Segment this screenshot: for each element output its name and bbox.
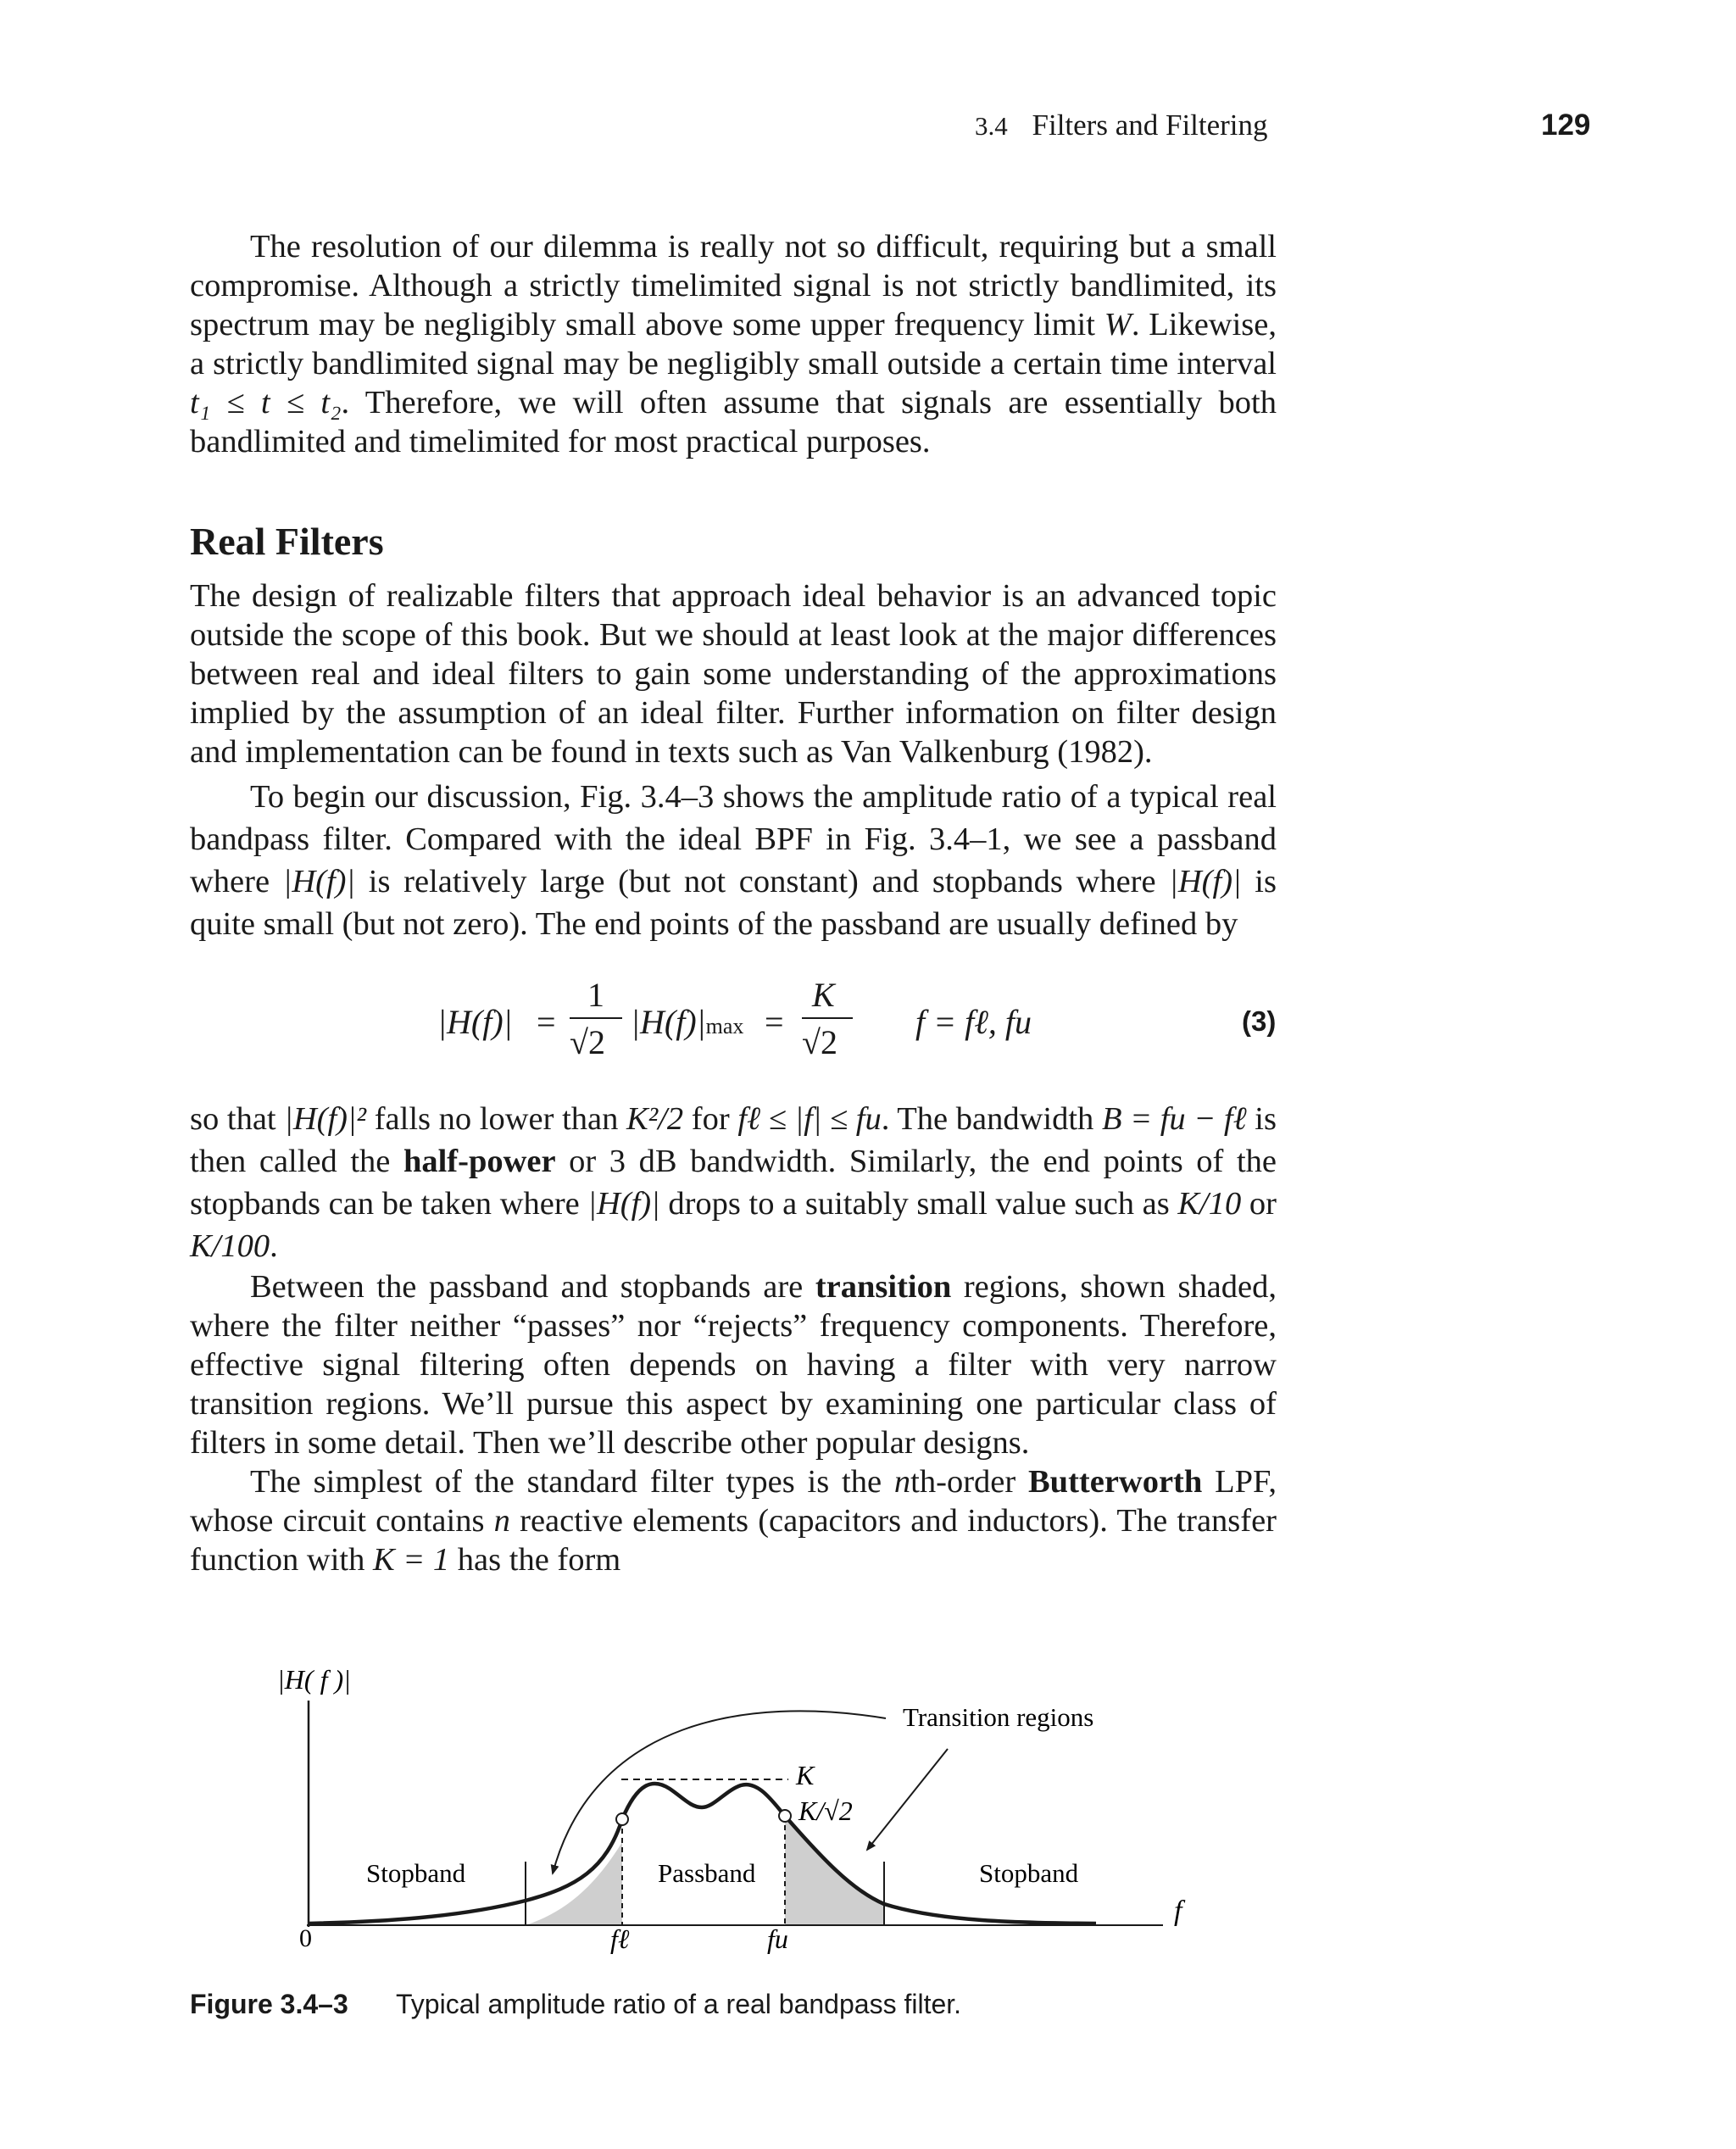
- f-upper-label: fu: [767, 1924, 788, 1954]
- figure-label: Figure 3.4–3: [190, 1989, 348, 2019]
- symbol-w: W: [1104, 307, 1132, 342]
- page-number: 129: [1541, 109, 1591, 142]
- eq-max-term: |H(f)|max: [631, 1003, 744, 1041]
- paragraph-6: The simplest of the standard filter types is the nth-order Butterworth LPF, whose circuit contains n reactive elements (capacitors and inductors). The transfer function with K = 1 has the form: [190, 1464, 1277, 1578]
- eq-equals-1: =: [537, 1003, 556, 1041]
- paragraph-5: Between the passband and stopbands are transition regions, shown shaded, where the filter neither “passes” nor “rejects” frequency components. Therefore, effective signal filtering often depends on having a filter with very narrow transition regions. We’ll pursue this aspect by examining one particular class of filters in some detail. Then we’ll describe other popular designs.: [190, 1269, 1277, 1461]
- origin-label: 0: [299, 1924, 312, 1952]
- stopband-right-label: Stopband: [979, 1858, 1079, 1888]
- f-lower-label: fℓ: [610, 1924, 630, 1954]
- term-butterworth: Butterworth: [1028, 1464, 1203, 1500]
- magnitude-h: |H(f)|: [282, 864, 356, 899]
- stopband-left-label: Stopband: [366, 1858, 466, 1888]
- figure-caption: Typical amplitude ratio of a real bandpass filter.: [396, 1989, 962, 2019]
- k-root2-label: K/√2: [798, 1795, 853, 1826]
- x-axis-label: f: [1174, 1896, 1182, 1927]
- half-power-point-lower: [616, 1813, 628, 1825]
- eq-frac1-numerator: 1: [587, 976, 604, 1014]
- time-interval: t₁ ≤ t ≤ t₂: [190, 385, 342, 420]
- paragraph-4: so that |H(f)|² falls no lower than K²/2 for fℓ ≤ |f| ≤ fu. The bandwidth B = fu − fℓ is then called the half-power or 3 dB bandwidth. Similarly, the end points of the stopbands can be taken where |H(f)| drops to a suitably small value such as K/10 or K/100.: [190, 1101, 1277, 1264]
- paragraph-3: To begin our discussion, Fig. 3.4–3 shows the amplitude ratio of a typical real bandpass filter. Compared with the ideal BPF in Fig. 3.4–1, we see a passband where |H(f)| is relatively large (but not constant) and stopbands where |H(f)| is quite small (but not zero). The end points of the passband are usually defined by: [190, 779, 1277, 942]
- half-power-point-upper: [779, 1810, 791, 1822]
- section-heading: Real Filters: [190, 520, 384, 563]
- eq-frac2-numerator: K: [812, 976, 835, 1014]
- paragraph-2: The design of realizable filters that approach ideal behavior is an advanced topic outside the scope of this book. But we should at least look at the major differences between real and ideal filters to gain some understanding of the approximations implied by the assumption of an ideal filter. Further information on filter design and implementation can be found in texts such as Van Valkenburg (1982).: [190, 578, 1277, 770]
- eq-equals-2: =: [765, 1003, 784, 1041]
- transition-regions-label: Transition regions: [903, 1702, 1094, 1732]
- equation-number: (3): [1242, 1005, 1277, 1037]
- response-curve: [309, 1784, 1096, 1924]
- section-title: Filters and Filtering: [1032, 109, 1268, 142]
- magnitude-h: |H(f)|: [1169, 864, 1242, 899]
- section-number: 3.4: [975, 111, 1008, 141]
- passband-label: Passband: [658, 1858, 756, 1888]
- transition-arrow-right: [867, 1749, 948, 1850]
- term-transition: transition: [815, 1269, 952, 1305]
- term-half-power: half-power: [403, 1144, 556, 1179]
- eq-frac2-denominator: √2: [802, 1023, 837, 1061]
- eq-lhs: |H(f)|: [437, 1003, 513, 1041]
- transition-arrow-left: [553, 1711, 886, 1873]
- y-axis-label: |H( f )|: [277, 1664, 351, 1695]
- paragraph-1: The resolution of our dilemma is really not so difficult, requiring but a small compromise. Although a strictly timelimited signal is not strictly bandlimited, its spectrum may be negligibly small above some upper frequency limit W. Likewise, a strictly bandlimited signal may be negligibly small outside a certain time interval t₁ ≤ t ≤ t₂. Therefore, we will often assume that signals are essentially both bandlimited and timelimited for most practical purposes.: [190, 229, 1277, 459]
- eq-condition: f = fℓ, fu: [915, 1003, 1032, 1041]
- eq-frac1-denominator: √2: [570, 1023, 605, 1061]
- k-label: K: [796, 1760, 815, 1790]
